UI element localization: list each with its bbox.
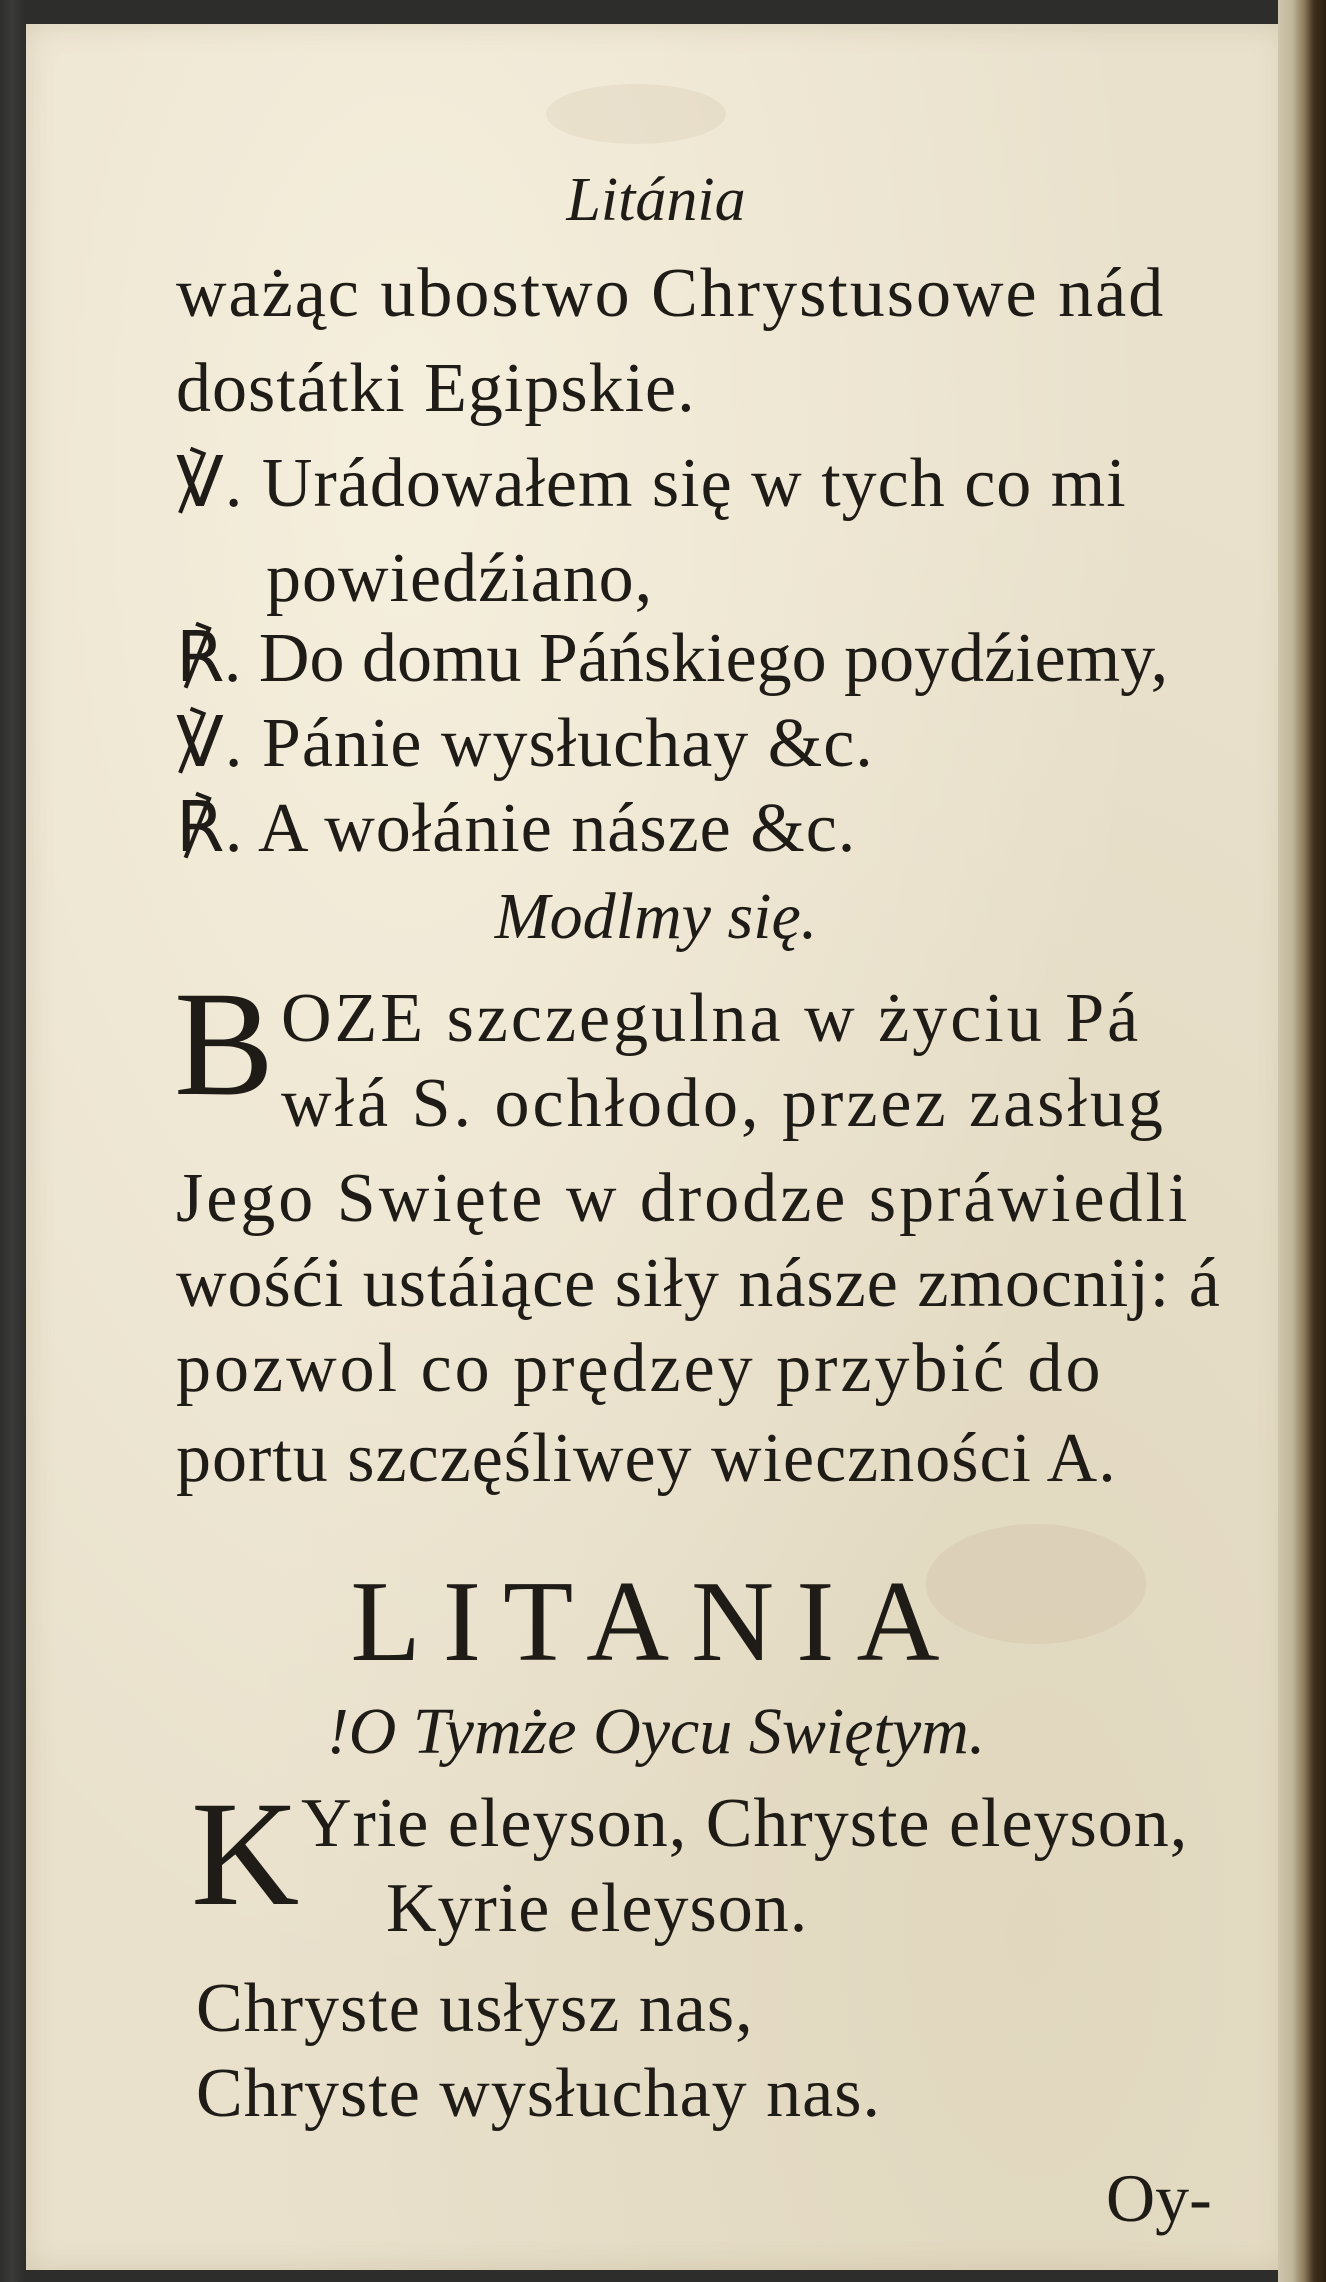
running-head: Litánia [566,166,746,234]
litany-line: Chryste usłysz nas, [196,1970,754,2047]
litany-line: Chryste wysłuchay nas. [196,2055,881,2132]
section-subtitle: !O Tymże Oycu Swiętym. [326,1695,986,1768]
prayer-line: Jego Swięte w drodze spráwiedli [176,1160,1191,1237]
drop-cap-initial: K [191,1771,300,1937]
prayer-line: portu szczęśliwey wieczności A. [176,1420,1117,1497]
prayer-heading: Modlmy się. [494,880,818,953]
text-line: dostátki Egipskie. [176,350,696,427]
response-line: ℟. A wołánie násze &c. [176,790,857,867]
prayer-line: OZE szczegulna w życiu Pá [281,980,1142,1057]
page-edge [1278,0,1326,2282]
response-line: ℟. Do domu Páńskiego poydźiemy, [176,620,1169,697]
catchword: Oy- [1106,2160,1212,2236]
litany-line: Kyrie eleyson. [386,1870,809,1947]
drop-cap-initial: B [174,961,275,1127]
prayer-line: pozwol co prędzey przybić do [176,1330,1104,1407]
prayer-line: włá S. ochłodo, przez zasług [281,1065,1166,1142]
text-line: powiedźiano, [266,540,654,617]
prayer-line: wośći ustáiące siły násze zmocnij: á [176,1245,1221,1322]
book-page [26,24,1286,2270]
text-line: ważąc ubostwo Chrystusowe nád [176,255,1166,332]
litany-line: Yrie eleyson, Chryste eleyson, [301,1785,1189,1862]
versicle-line: ℣. Pánie wysłuchay &c. [176,705,874,782]
versicle-line: ℣. Urádowałem się w tych co mi [176,445,1127,522]
paper-stain [546,84,726,144]
section-title: LITANIA [350,1558,962,1685]
